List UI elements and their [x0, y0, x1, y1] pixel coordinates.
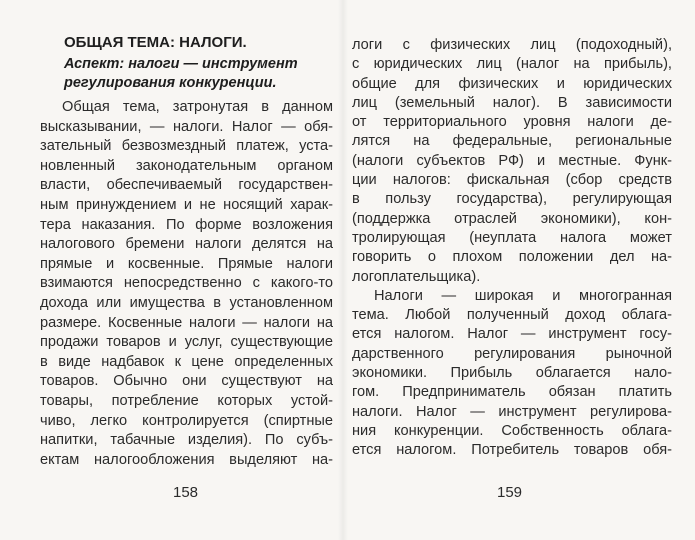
text-line: налоги. Налог — инструмент регулирова-: [352, 403, 672, 420]
page-number-right: 159: [497, 484, 523, 501]
text-line: товары, потребление которых устой-: [40, 392, 333, 409]
text-line: Налоги — широкая и многогранная: [374, 287, 672, 304]
section-heading: ОБЩАЯ ТЕМА: НАЛОГИ.: [64, 34, 247, 51]
aspect-line-2: регулирования конкуренции.: [64, 75, 277, 91]
right-page: [352, 0, 672, 540]
text-line: лятся на федеральные, региональные: [352, 133, 672, 150]
text-line: тролирующая (неуплата налога может: [352, 229, 672, 246]
text-line: новленный законодательным органом: [40, 157, 333, 174]
text-line: продажи товаров и услуг, существующие: [40, 334, 333, 351]
text-line: ется налогом. Потребитель товаров обя-: [352, 442, 672, 459]
text-line: (поддержка отраслей экономики), кон-: [352, 210, 672, 227]
text-line: логоплательщика).: [352, 268, 481, 285]
left-page: [40, 0, 333, 540]
text-line: ния конкуренции. Собственность облага-: [352, 422, 672, 439]
text-line: размере. Косвенные налоги — налоги на: [40, 314, 333, 331]
left-body-text: [40, 98, 333, 470]
text-line: гом. Предприниматель обязан платить: [352, 384, 672, 401]
text-line: зательный безвозмездный платеж, уста-: [40, 138, 333, 155]
text-line: взимаются непосредственно с какого-то: [40, 275, 333, 292]
text-line: прямые и косвенные. Прямые налоги: [40, 255, 333, 272]
text-line: логи с физических лиц (подоходный),: [352, 37, 672, 53]
text-line: налогового бремени налоги делятся на: [40, 236, 333, 253]
text-line: дарственного регулирования рыночной: [352, 345, 672, 362]
text-line: чиво, легко контролируется (спиртные: [40, 412, 333, 429]
right-body-text: [352, 36, 672, 461]
text-line: ется налогом. Налог — инструмент госу-: [352, 326, 672, 343]
aspect-line-1: Аспект: налоги — инструмент: [64, 56, 298, 72]
text-line: дохода или имущества в установленном: [40, 294, 333, 311]
text-line: Общая тема, затронутая в данном: [62, 99, 333, 115]
text-line: ции налогов: фискальная (сбор средств: [352, 172, 672, 189]
text-line: общие для физических и юридических: [352, 75, 672, 92]
text-line: тера наказания. По форме возложения: [40, 216, 333, 233]
text-line: в виде надбавок к цене определенных: [40, 353, 333, 370]
text-line: ектам налогообложения выделяют на-: [40, 451, 333, 468]
text-line: лиц (земельный налог). В зависимости: [352, 94, 672, 111]
text-line: тема. Любой полученный доход облага-: [352, 307, 672, 324]
text-line: власти, обеспечиваемый государствен-: [40, 177, 333, 194]
text-line: товаров. Обычно они существуют на: [40, 373, 333, 390]
text-line: от территориального уровня налоги де-: [352, 114, 672, 131]
text-line: (налоги субъектов РФ) и местные. Функ-: [352, 152, 672, 169]
text-line: напитки, табачные изделия). По субъ-: [40, 432, 333, 449]
text-line: с юридических лиц (налог на прибыль),: [352, 56, 672, 73]
book-gutter: [338, 0, 348, 540]
page-number-left: 158: [173, 484, 199, 501]
text-line: ным принуждением и не носящий харак-: [40, 196, 333, 213]
text-line: экономики. Прибыль облагается нало-: [352, 365, 672, 382]
text-line: в пользу государства), регулирующая: [352, 191, 672, 208]
text-line: высказывании, — налоги. Налог — обя-: [40, 118, 333, 135]
text-line: говорить о плохом положении дел на-: [352, 249, 672, 266]
